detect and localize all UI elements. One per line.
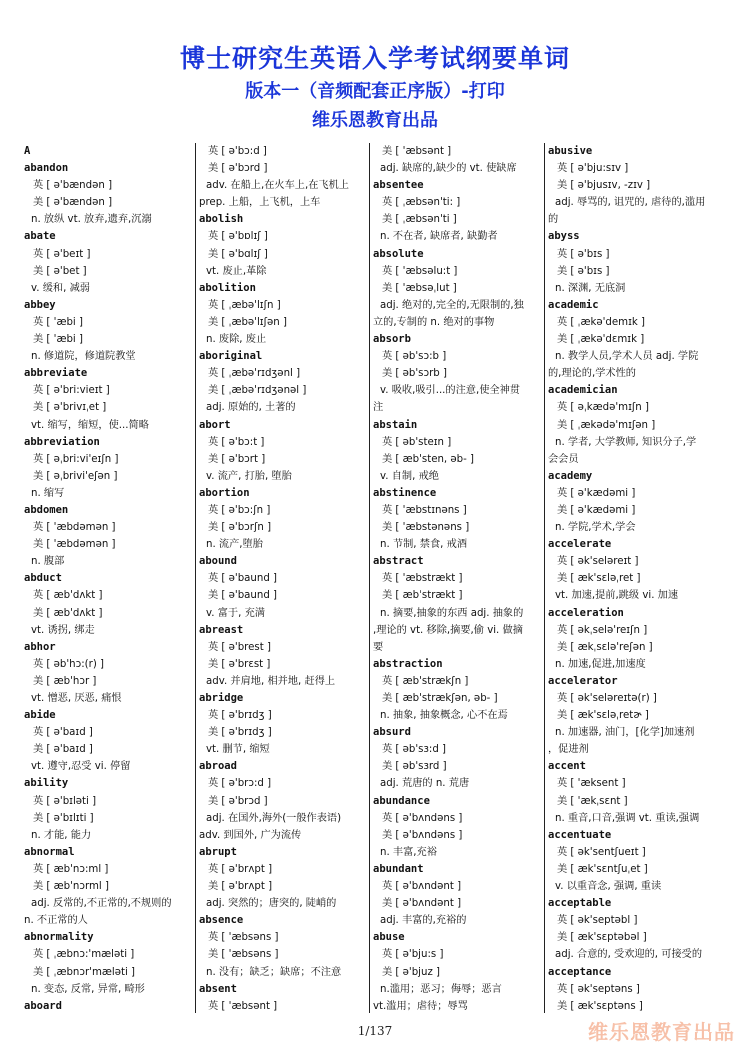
phonetic-line: 美 [ 'æbsənt ]	[382, 146, 452, 157]
headword: abundant	[373, 862, 424, 875]
document-subtitle: 版本一（音频配套正序版）-打印	[245, 81, 505, 102]
headword: abstinence	[373, 486, 437, 499]
definition-continuation: 要	[373, 641, 384, 653]
definition-continuation: n. 不正常的人	[24, 915, 88, 927]
headword: abhor	[24, 640, 56, 653]
phonetic-line: 英 [ ək'septəbl ]	[557, 915, 638, 927]
phonetic-line: 美 [ ə'brɪdʒ ]	[208, 727, 272, 739]
headword: abolition	[199, 281, 256, 294]
definition-line: n. 加速器, 油门，[化学]加速剂	[555, 727, 695, 739]
definition-line: v. 以重音念, 强调, 重读	[555, 881, 662, 893]
headword: abstraction	[373, 657, 443, 670]
phonetic-line: 英 [ ˌæbə'lɪʃn ]	[208, 299, 281, 311]
phonetic-line: 英 [ ək'sentʃueɪt ]	[557, 846, 646, 858]
phonetic-line: 美 [ æb'dʌkt ]	[33, 607, 103, 619]
definition-line: n. 不在者, 缺席者, 缺勤者	[380, 231, 498, 243]
phonetic-line: 英 [ ə'bʌndəns ]	[382, 812, 463, 824]
definition-line: n. 深渊, 无底洞	[555, 282, 626, 294]
headword: abnormality	[24, 931, 94, 944]
headword: abort	[199, 418, 231, 431]
phonetic-line: 美 [ ə'bɪs ]	[557, 265, 610, 277]
definition-continuation: 立的,专制的 n. 绝对的事物	[373, 316, 495, 328]
column-divider	[195, 143, 196, 1013]
definition-line: v. 自制, 戒绝	[380, 470, 439, 482]
phonetic-line: 美 [ ə'bɪlɪti ]	[33, 812, 94, 824]
definition-line: v. 吸收,吸引...的注意,使全神贯	[380, 385, 520, 397]
phonetic-line: 美 [ ə'bjusɪv, -zɪv ]	[557, 180, 651, 192]
definition-line: vt. 缩写，缩短，使...简略	[31, 419, 149, 431]
phonetic-line: 美 [ 'æbi ]	[33, 334, 83, 346]
phonetic-line: 英 [ ə'bɪs ]	[557, 248, 610, 260]
phonetic-line: 美 [ ə'brʌpt ]	[208, 881, 273, 893]
phonetic-line: 美 [ ə'baɪd ]	[33, 744, 93, 756]
phonetic-line: 英 [ ˌækə'demɪk ]	[557, 316, 645, 328]
phonetic-line: 美 [ 'æbdəmən ]	[33, 539, 116, 551]
phonetic-line: 英 [ 'æksent ]	[557, 778, 626, 790]
definition-line: n. 重音,口音,强调 vt. 重读,强调	[555, 812, 700, 824]
headword: abound	[199, 555, 237, 568]
definition-line: n. 才能, 能力	[31, 829, 92, 841]
definition-line: vt. 遵守,忍受 vi. 停留	[31, 761, 131, 773]
headword: acceptable	[548, 897, 612, 910]
definition-line: adj. 突然的；唐突的, 陡峭的	[206, 898, 337, 910]
headword: academy	[548, 469, 593, 482]
document-title: 博士研究生英语入学考试纲要单词	[179, 44, 570, 73]
phonetic-line: 英 [ 'æbstɪnəns ]	[382, 504, 467, 516]
headword: absurd	[373, 726, 411, 739]
phonetic-line: 英 [ ˌæbnɔ:'mæləti ]	[33, 949, 135, 961]
definition-continuation: 的,理论的,学术性的	[548, 368, 636, 380]
definition-line: n. 摘要,抽象的东西 adj. 抽象的	[380, 607, 524, 619]
headword: acceleration	[548, 606, 624, 619]
definition-line: adj. 反常的,不正常的,不规则的	[31, 898, 172, 910]
phonetic-line: 美 [ ˌækədə'mɪʃən ]	[557, 419, 656, 431]
definition-line: adv. 并肩地, 相并地, 赶得上	[206, 675, 336, 687]
phonetic-line: 美 [ ə'bɔrt ]	[208, 453, 266, 465]
phonetic-line: 英 [ ə'brɪdʒ ]	[208, 710, 272, 722]
headword: abate	[24, 230, 56, 243]
phonetic-line: 英 [ əb'steɪn ]	[382, 436, 452, 448]
definition-line: n. 变态, 反常, 异常, 畸形	[31, 983, 145, 995]
definition-line: adj. 缺席的,缺少的 vt. 使缺席	[380, 163, 517, 175]
word-column-2	[199, 143, 367, 1013]
phonetic-line: 美 [ ə'brɛst ]	[208, 658, 271, 670]
phonetic-line: 英 [ ə'bɔ:t ]	[208, 436, 265, 448]
phonetic-line: 英 [ 'æbstrækt ]	[382, 573, 463, 585]
phonetic-line: 英 [ əˌbri:vi'eɪʃn ]	[33, 453, 119, 465]
phonetic-line: 英 [ əkˌselə'reɪʃn ]	[557, 624, 648, 636]
definition-line: n. 节制, 禁食, 戒酒	[380, 539, 468, 551]
headword: aboriginal	[199, 350, 263, 363]
headword: abuse	[373, 931, 405, 944]
phonetic-line: 英 [ ə'beɪt ]	[33, 248, 91, 260]
definition-line: n. 加速,促进,加速度	[555, 658, 646, 670]
headword: abbreviation	[24, 435, 100, 448]
phonetic-line: 英 [ ə'bɪləti ]	[33, 795, 97, 807]
headword: abstract	[373, 555, 424, 568]
phonetic-line: 英 [ æb'nɔ:ml ]	[33, 863, 109, 875]
headword: accentuate	[548, 828, 612, 841]
phonetic-line: 美 [ əb'sɜrd ]	[382, 761, 447, 773]
phonetic-line: 英 [ əb'hɔ:(r) ]	[33, 658, 105, 670]
definition-line: adj. 荒唐的 n. 荒唐	[380, 778, 470, 790]
definition-line: n. 没有；缺乏；缺席；不注意	[206, 966, 342, 978]
definition-line: vt. 诱拐, 绑走	[31, 624, 95, 636]
phonetic-line: 美 [ ə'baund ]	[208, 590, 278, 602]
headword: acceptance	[548, 965, 612, 978]
phonetic-line: 美 [ ə'bʌndəns ]	[382, 829, 463, 841]
definition-line: n. 丰富,充裕	[380, 846, 437, 858]
headword: absentee	[373, 179, 424, 192]
definition-line: adj. 丰富的,充裕的	[380, 915, 467, 927]
phonetic-line: 英 [ ə'brest ]	[208, 641, 271, 653]
headword: accent	[548, 760, 586, 773]
phonetic-line: 美 [ 'æbstənəns ]	[382, 522, 470, 534]
phonetic-line: 美 [ ə'kædəmi ]	[557, 504, 636, 516]
definition-line: n. 教学人员,学术人员 adj. 学院	[555, 351, 699, 363]
headword: accelerator	[548, 674, 618, 687]
definition-continuation: 注	[373, 402, 384, 414]
phonetic-line: 英 [ ə'bændən ]	[33, 180, 113, 192]
definition-line: adv. 在船上,在火车上,在飞机上	[206, 180, 349, 192]
headword: abreast	[199, 623, 244, 636]
phonetic-line: 美 [ æk'sɛləˌretɚ ]	[557, 710, 649, 722]
phonetic-line: 英 [ ək'seləreɪtə(r) ]	[557, 693, 657, 704]
phonetic-line: 英 [ 'æbsənt ]	[208, 1000, 278, 1012]
headword: abandon	[24, 162, 69, 175]
definition-line: vt. 憎恶, 厌恶, 痛恨	[31, 693, 122, 704]
page-number: 1/137	[357, 1024, 393, 1038]
word-column-4	[548, 143, 720, 1013]
phonetic-line: 英 [ əˌkædə'mɪʃn ]	[557, 402, 649, 414]
phonetic-line: 英 [ 'æbdəmən ]	[33, 522, 116, 534]
phonetic-line: 美 [ 'æbsəns ]	[208, 949, 279, 961]
phonetic-line: 英 [ ə'bɔ:d ]	[208, 146, 267, 157]
definition-line: vt. 删节, 缩短	[206, 744, 270, 756]
phonetic-line: 美 [ ˌæbə'rɪdʒənəl ]	[208, 385, 307, 397]
phonetic-line: 美 [ 'æbsəˌlut ]	[382, 282, 457, 294]
headword: abyss	[548, 230, 580, 243]
phonetic-line: 英 [ ə'baund ]	[208, 573, 278, 585]
phonetic-line: 英 [ əb'sɜ:d ]	[382, 744, 447, 756]
headword: abolish	[199, 213, 244, 226]
headword: absence	[199, 914, 244, 927]
phonetic-line: 英 [ ə'bɒlɪʃ ]	[208, 231, 268, 243]
phonetic-line: 美 [ ə'brɔd ]	[208, 795, 268, 807]
headword: abide	[24, 709, 56, 722]
definition-line: n. 缩写	[31, 487, 65, 499]
phonetic-line: 英 [ ə'bri:vieɪt ]	[33, 385, 110, 397]
phonetic-line: 美 [ əˌbrivi'eʃən ]	[33, 470, 118, 482]
definition-continuation: vt.滥用；虐待；辱骂	[373, 1000, 468, 1012]
definition-continuation: 会会员	[548, 453, 579, 465]
column-divider	[544, 143, 545, 1013]
phonetic-line: 英 [ 'æbsəns ]	[208, 932, 279, 944]
definition-continuation: 的	[548, 214, 559, 226]
headword: absent	[199, 982, 237, 995]
definition-continuation: prep. 上船，上飞机，上车	[199, 197, 321, 209]
headword: abortion	[199, 486, 250, 499]
definition-line: n.滥用；恶习；侮辱；恶言	[380, 983, 502, 995]
phonetic-line: 美 [ ˌæbsən'ti ]	[382, 214, 457, 226]
headword: abundance	[373, 794, 430, 807]
definition-line: n. 学院,学术,学会	[555, 522, 636, 534]
phonetic-line: 英 [ ə'baɪd ]	[33, 727, 93, 739]
headword: accelerate	[548, 538, 612, 551]
phonetic-line: 美 [ əb'sɔrb ]	[382, 368, 447, 380]
phonetic-line: 英 [ ə'kædəmi ]	[557, 487, 636, 499]
headword: aboard	[24, 999, 62, 1012]
headword: abnormal	[24, 845, 75, 858]
phonetic-line: 英 [ 'æbi ]	[33, 316, 83, 328]
headword: abbey	[24, 298, 56, 311]
phonetic-line: 美 [ æk'sɛptəns ]	[557, 1000, 643, 1012]
phonetic-line: 英 [ ək'seləreɪt ]	[557, 556, 639, 568]
definition-line: vt. 废止,革除	[206, 265, 267, 277]
phonetic-line: 美 [ ə'bet ]	[33, 265, 87, 277]
phonetic-line: 美 [ ˌæbnɔr'mæləti ]	[33, 966, 136, 978]
phonetic-line: 美 [ æb'nɔrml ]	[33, 881, 109, 893]
phonetic-line: 美 [ æk'sɛptəbəl ]	[557, 932, 647, 944]
phonetic-line: 美 [ ə'bjuz ]	[382, 966, 441, 978]
definition-line: adj. 合意的, 受欢迎的, 可接受的	[555, 949, 703, 961]
definition-line: n. 放纵 vt. 放弃,遗弃,沉溺	[31, 214, 152, 226]
word-column-1	[24, 143, 190, 1013]
phonetic-line: 美 [ ˌæbə'lɪʃən ]	[208, 316, 287, 328]
phonetic-line: 英 [ ək'septəns ]	[557, 983, 640, 995]
phonetic-line: 英 [ ə'bju:sɪv ]	[557, 163, 629, 175]
headword: absolute	[373, 247, 424, 260]
headword: academic	[548, 298, 599, 311]
definition-continuation: adv. 到国外, 广为流传	[199, 829, 302, 841]
definition-line: v. 流产, 打胎, 堕胎	[206, 470, 292, 482]
headword: A	[24, 145, 31, 157]
phonetic-line: 英 [ əb'sɔ:b ]	[382, 351, 447, 363]
phonetic-line: 美 [ æb'hɔr ]	[33, 675, 97, 687]
definition-line: adj. 原始的, 土著的	[206, 402, 296, 414]
definition-line: adj. 绝对的,完全的,无限制的,独	[380, 299, 524, 311]
definition-line: n. 抽象, 抽象概念, 心不在焉	[380, 710, 508, 722]
definition-line: adj. 在国外,海外(一般作表语)	[206, 812, 342, 824]
definition-line: n. 修道院，修道院教堂	[31, 351, 136, 363]
publisher-line: 维乐恩教育出品	[312, 110, 438, 131]
definition-line: n. 废除, 废止	[206, 334, 267, 346]
phonetic-line: 英 [ ə'brɔ:d ]	[208, 778, 272, 790]
phonetic-line: 美 [ æb'strækʃən, əb- ]	[382, 693, 498, 704]
definition-line: n. 腹部	[31, 556, 65, 568]
phonetic-line: 美 [ 'ækˌsɛnt ]	[557, 795, 628, 807]
definition-line: v. 缓和, 减弱	[31, 282, 90, 294]
headword: absorb	[373, 333, 411, 346]
phonetic-line: 美 [ ə'bɑlɪʃ ]	[208, 248, 268, 260]
headword: abbreviate	[24, 367, 88, 380]
phonetic-line: 美 [ ə'bændən ]	[33, 197, 113, 209]
definition-continuation: ,理论的 vt. 移除,摘要,偷 vi. 做摘	[373, 624, 523, 636]
headword: abduct	[24, 572, 62, 585]
phonetic-line: 美 [ ə'bɔrʃn ]	[208, 522, 272, 534]
phonetic-line: 美 [ æk'sɛntʃuˌet ]	[557, 863, 648, 875]
word-column-3	[373, 143, 541, 1013]
definition-line: n. 学者, 大学教师, 知识分子,学	[555, 436, 697, 448]
headword: abroad	[199, 760, 237, 773]
phonetic-line: 美 [ ækˌsɛlə'reʃən ]	[557, 641, 653, 653]
phonetic-line: 美 [ ə'bɔrd ]	[208, 163, 268, 175]
definition-line: n. 流产,堕胎	[206, 539, 263, 551]
phonetic-line: 英 [ ə'bju:s ]	[382, 949, 444, 961]
phonetic-line: 英 [ æb'dʌkt ]	[33, 590, 103, 602]
phonetic-line: 美 [ æbˈstrækt ]	[382, 590, 463, 602]
phonetic-line: 英 [ ə'bɔ:ʃn ]	[208, 504, 271, 516]
phonetic-line: 英 [ ə'brʌpt ]	[208, 863, 273, 875]
phonetic-line: 美 [ ə'brivɪˌet ]	[33, 402, 107, 414]
definition-continuation: ，促进剂	[548, 744, 589, 756]
phonetic-line: 英 [ ə'bʌndənt ]	[382, 881, 462, 893]
headword: ability	[24, 777, 69, 790]
headword: abusive	[548, 145, 593, 157]
definition-line: adj. 辱骂的, 诅咒的, 虐待的,滥用	[555, 197, 706, 209]
headword: abrupt	[199, 845, 237, 858]
headword: abridge	[199, 692, 244, 704]
headword: abstain	[373, 418, 418, 431]
headword: abdomen	[24, 503, 69, 516]
watermark-logo: 维乐恩教育出品	[588, 1020, 735, 1044]
phonetic-line: 美 [ ə'bʌndənt ]	[382, 898, 462, 910]
phonetic-line: 美 [ ˌækə'dɛmɪk ]	[557, 334, 645, 346]
phonetic-line: 英 [ ˌæbsən'ti: ]	[382, 197, 461, 209]
phonetic-line: 英 [ ˌæbə'rɪdʒənl ]	[208, 368, 301, 380]
phonetic-line: 美 [ æk'sɛləˌret ]	[557, 573, 641, 585]
phonetic-line: 英 [ æb'strækʃn ]	[382, 675, 469, 687]
definition-line: v. 富于, 充满	[206, 607, 265, 619]
definition-line: vt. 加速,提前,跳级 vi. 加速	[555, 590, 679, 602]
phonetic-line: 英 [ 'æbsəlu:t ]	[382, 265, 458, 277]
phonetic-line: 美 [ æb'sten, əb- ]	[382, 453, 475, 465]
headword: academician	[548, 384, 618, 397]
column-divider	[369, 143, 370, 1013]
